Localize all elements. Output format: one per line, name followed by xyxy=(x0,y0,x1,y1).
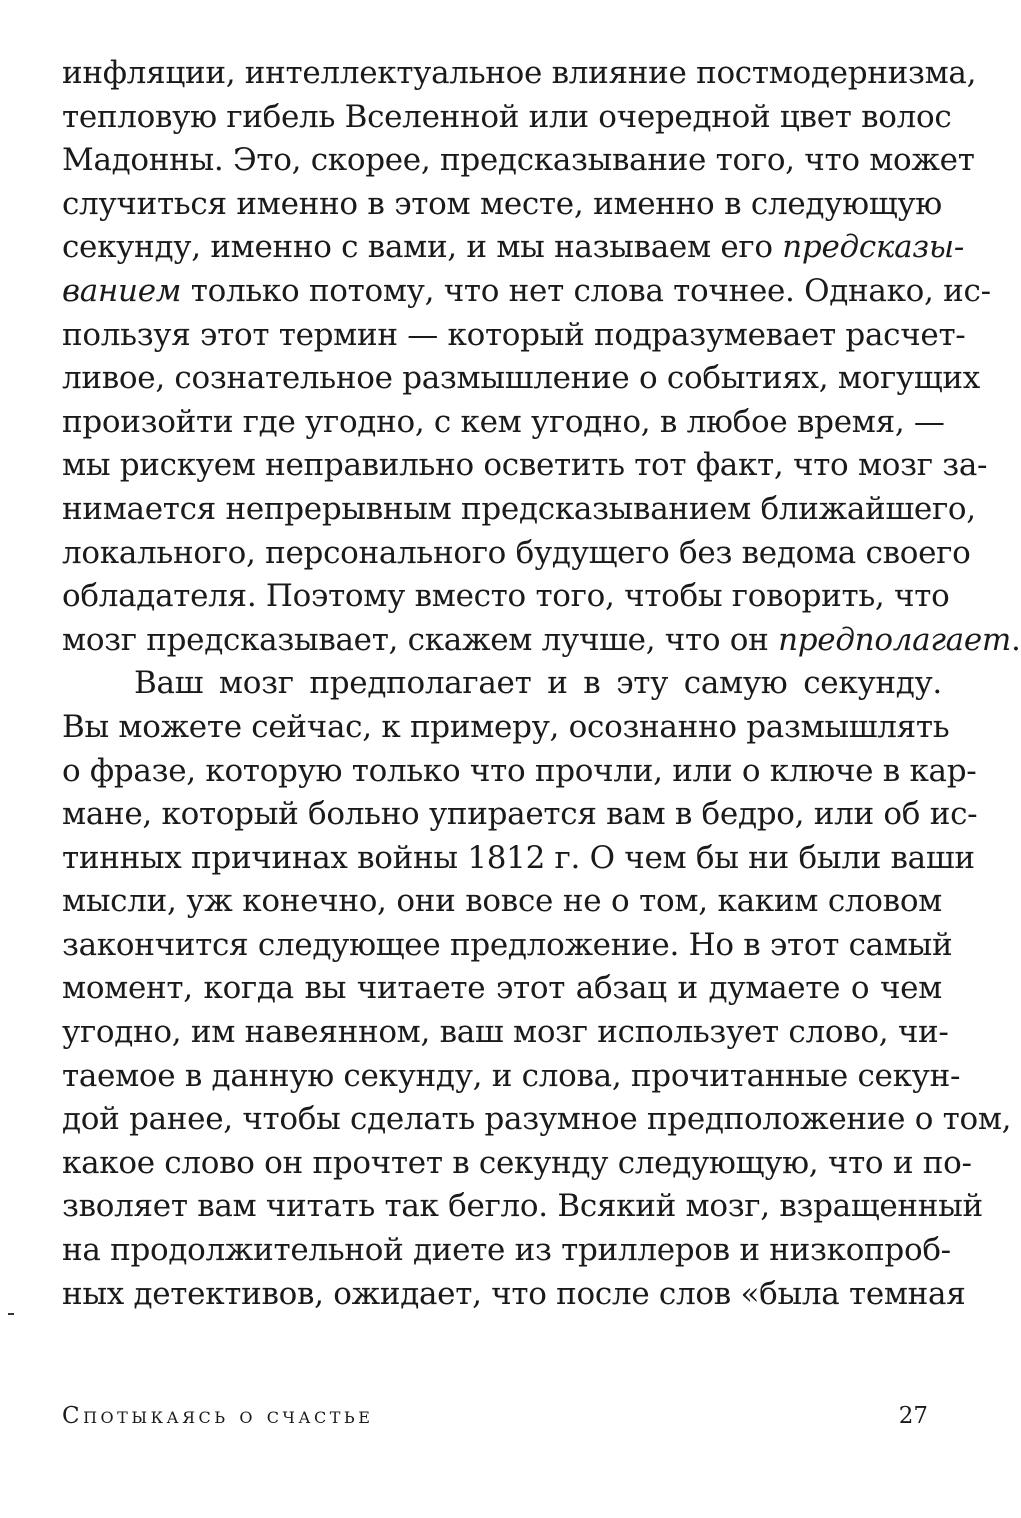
text-span: произойти где угодно, с кем угодно, в любое время, — xyxy=(62,403,945,440)
text-span: Мадонны. Это, скорее, предсказывание того, что может xyxy=(62,142,975,179)
text-span: нимается непрерывным предсказыванием ближайшего, xyxy=(62,490,976,527)
text-span: случиться именно в этом месте, именно в следующую xyxy=(62,185,942,222)
text-span: момент, когда вы читаете этот абзац и думаете о чем xyxy=(62,970,942,1007)
text-span: обладателя. Поэтому вместо того, чтобы говорить, что xyxy=(62,578,950,615)
text-line xyxy=(62,270,991,314)
text-line xyxy=(62,1055,961,1099)
text-span: инфляции, интеллектуальное влияние постмодернизма, xyxy=(62,55,977,91)
text-span: закончится следующее предложение. Но в этот самый xyxy=(62,926,953,963)
text-span: Вы можете сейчас, к примеру, осознанно размышлять xyxy=(62,708,950,745)
text-span: на продолжительной диете из триллеров и низкопроб- xyxy=(62,1232,951,1269)
text-span: о фразе, которую только что прочли, или о ключе в кар- xyxy=(62,752,977,789)
text-span: мозг предсказывает, скажем лучше, что он xyxy=(62,621,779,658)
text-line xyxy=(62,967,942,1011)
text-line xyxy=(62,401,945,445)
text-span: мане, который больно упирается вам в бедро, или об ис- xyxy=(62,796,978,833)
text-line xyxy=(62,444,988,488)
text-line xyxy=(62,1273,966,1317)
text-line xyxy=(62,924,953,968)
italic-text: предсказы- xyxy=(782,229,965,266)
text-span: зволяет вам читать так бегло. Всякий мозг, взращенный xyxy=(62,1188,983,1225)
text-line xyxy=(62,793,978,837)
text-line xyxy=(62,314,966,358)
margin-mark xyxy=(8,1313,14,1315)
body-text xyxy=(62,52,1021,1316)
text-span: дой ранее, чтобы сделать разумное предположение о том, xyxy=(62,1101,1012,1138)
text-span: . xyxy=(1011,621,1021,658)
text-span: какое слово он прочтет в секунду следующую, что и по- xyxy=(62,1144,972,1181)
text-span: ных детективов, ожидает, что после слов «была темная xyxy=(62,1275,966,1312)
text-span: Ваш мозг предполагает и в эту самую секунду. xyxy=(134,665,942,702)
text-span: ливое, сознательное размышление о событиях, могущих xyxy=(62,360,980,397)
text-line xyxy=(62,706,950,750)
text-line xyxy=(62,1098,1012,1142)
text-line xyxy=(62,139,975,183)
text-span: тинных причинах войны 1812 г. О чем бы ни были ваши xyxy=(62,839,975,876)
text-line xyxy=(62,226,965,270)
text-line xyxy=(62,183,942,227)
text-line xyxy=(62,52,977,96)
text-line xyxy=(62,96,952,140)
text-span: мы рискуем неправильно осветить тот факт, что мозг за- xyxy=(62,447,988,484)
text-span: только потому, что нет слова точнее. Однако, ис- xyxy=(181,272,991,309)
text-span: локального, персонального будущего без ведома своего xyxy=(62,534,971,571)
text-line xyxy=(62,488,976,532)
text-line xyxy=(62,750,977,794)
italic-text: ванием xyxy=(62,272,182,309)
text-span: пользуя этот термин — который подразумевает расчет- xyxy=(62,316,966,353)
text-span: угодно, им навеянном, ваш мозг использует слово, чи- xyxy=(62,1014,949,1051)
text-line xyxy=(62,619,1021,663)
text-span: тепловую гибель Вселенной или очередной цвет волос xyxy=(62,98,952,135)
text-line xyxy=(62,532,971,576)
text-line xyxy=(62,1011,949,1055)
page-number: 27 xyxy=(898,1403,928,1429)
text-line xyxy=(62,1185,983,1229)
text-line xyxy=(62,837,975,881)
text-line xyxy=(62,1142,972,1186)
text-span: секунду, именно с вами, и мы называем его xyxy=(62,229,783,266)
text-span: мысли, уж конечно, они вовсе не о том, каким словом xyxy=(62,883,942,920)
text-line xyxy=(62,1229,951,1273)
running-footer-title: Спотыкаясь о счастье xyxy=(62,1403,374,1429)
text-line xyxy=(62,357,980,401)
italic-text: предполагает xyxy=(778,621,1012,658)
text-line xyxy=(62,662,942,706)
text-line xyxy=(62,575,950,619)
text-span: таемое в данную секунду, и слова, прочитанные секун- xyxy=(62,1057,961,1094)
text-line xyxy=(62,880,942,924)
